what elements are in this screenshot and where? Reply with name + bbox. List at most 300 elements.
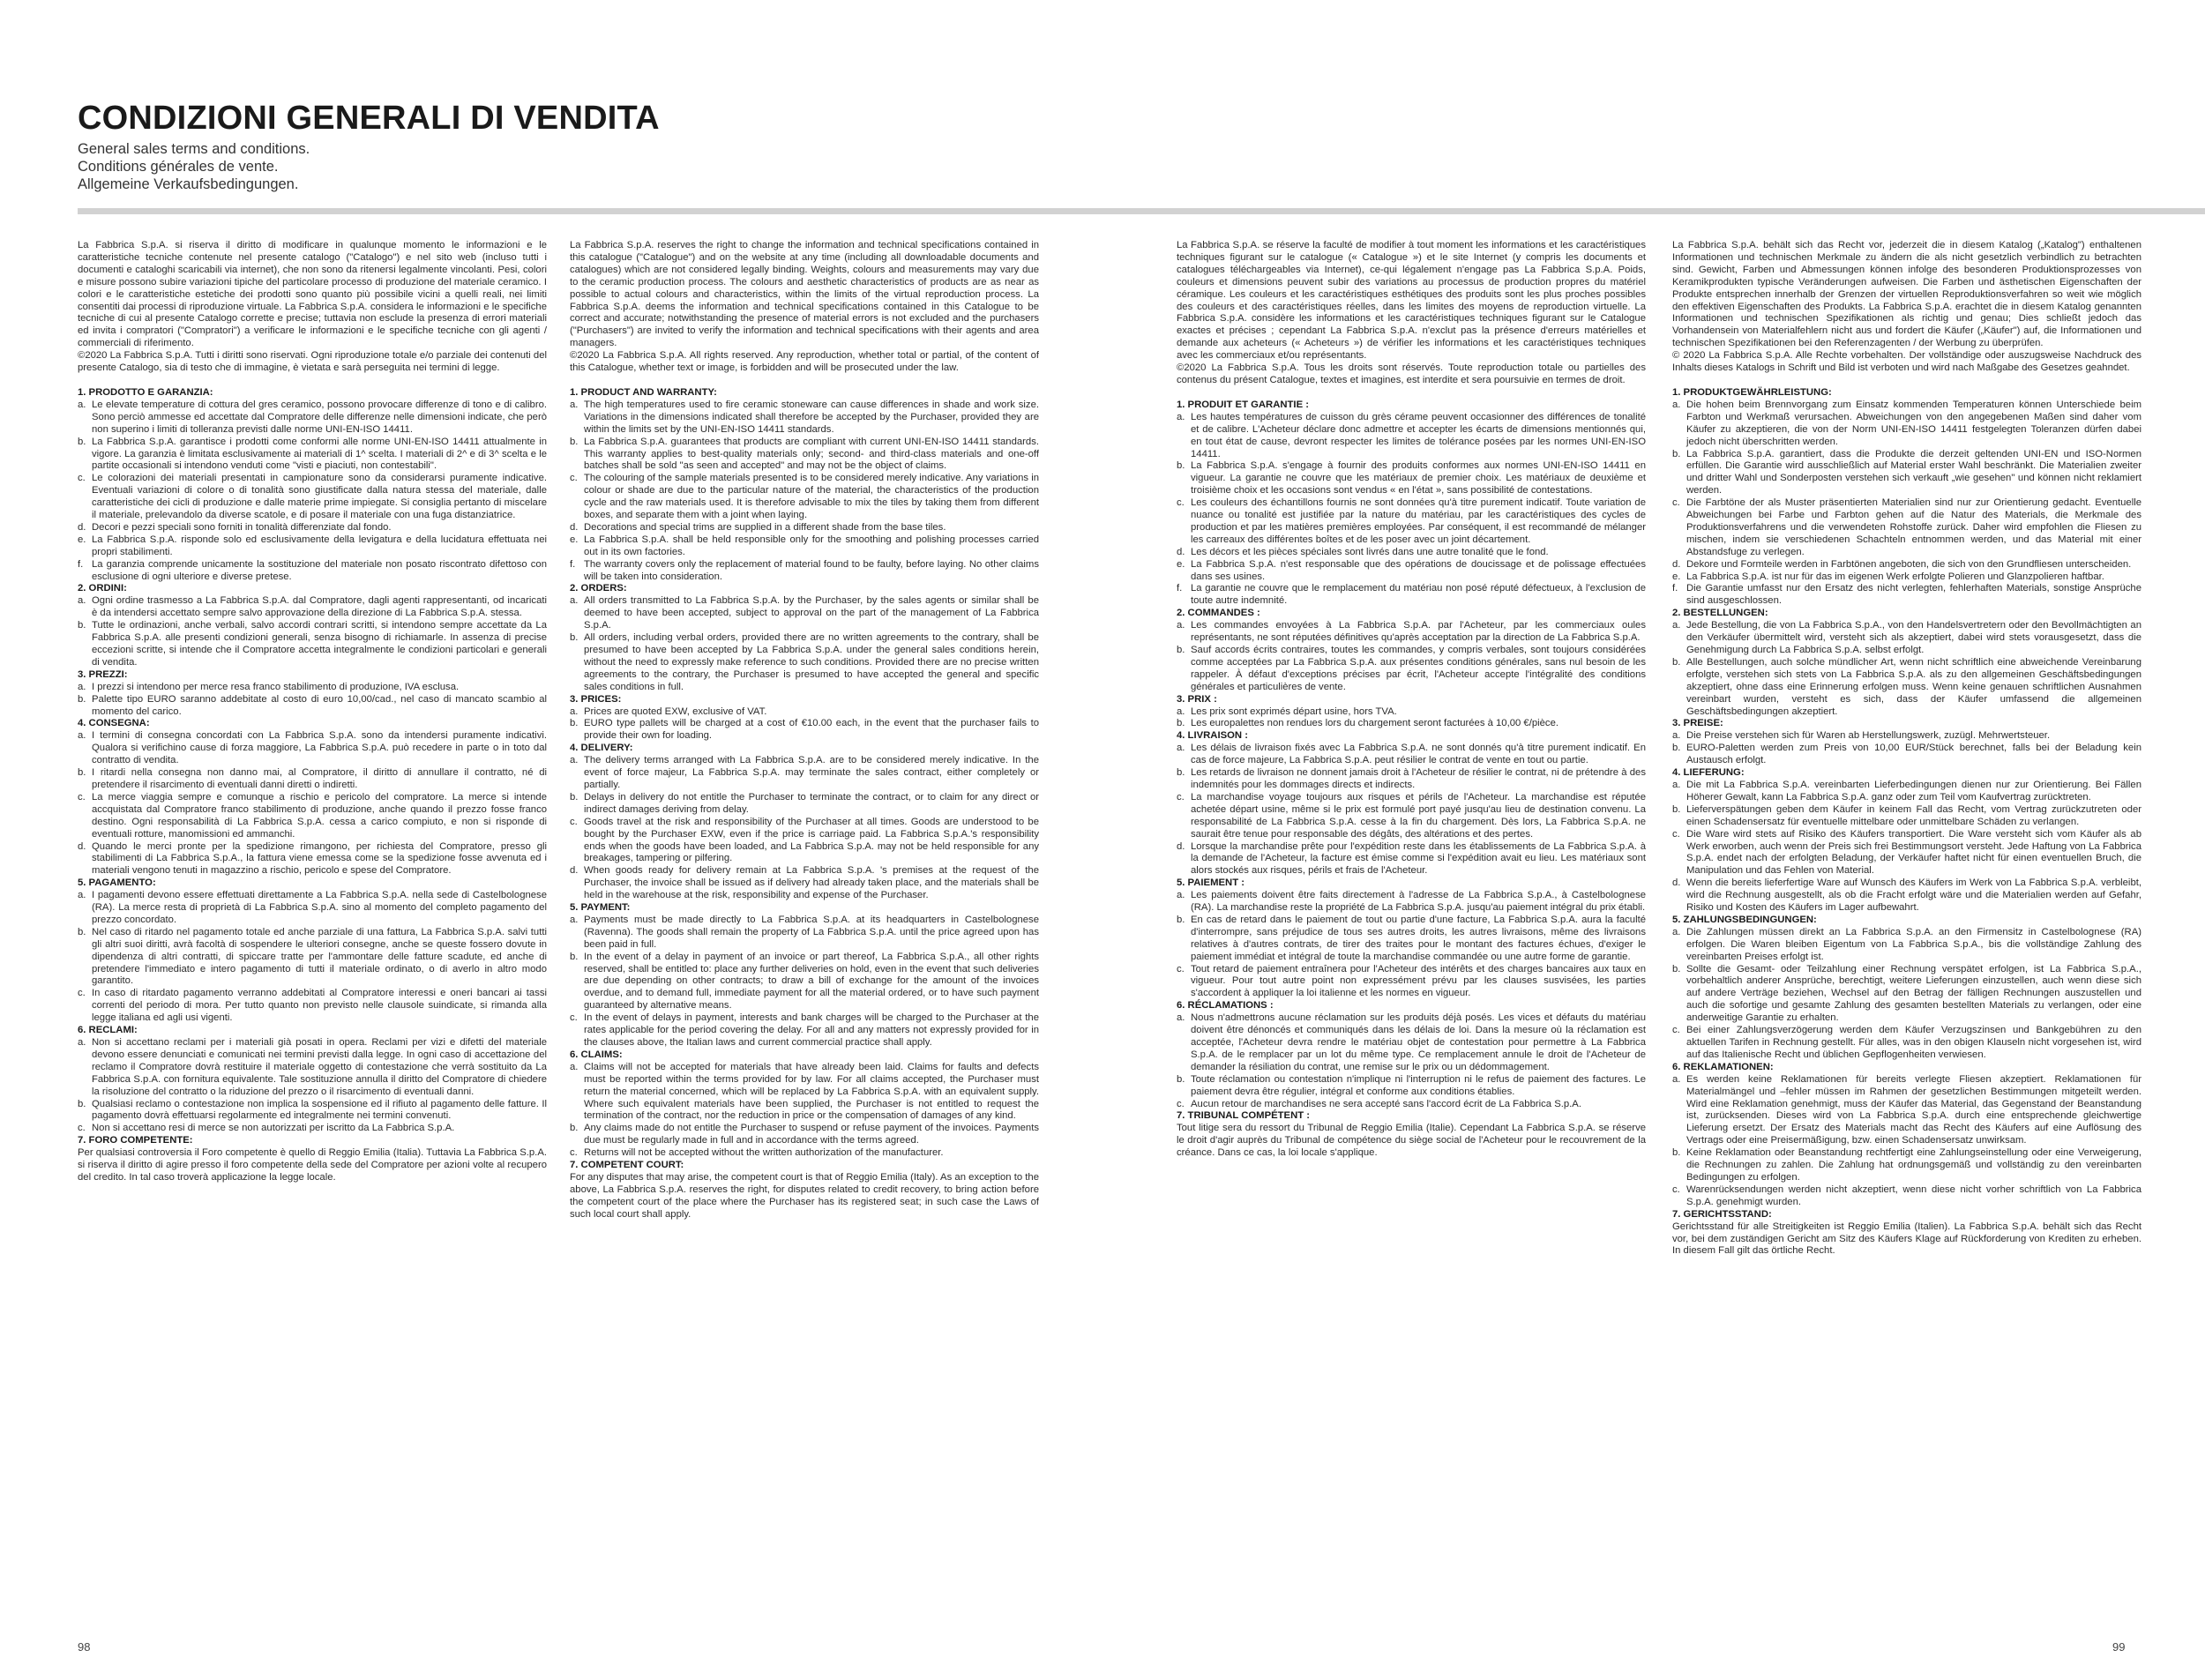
clause-item [1177,718,1646,730]
clause-text: La Fabbrica S.p.A. ist nur für das im eigenen Werk erfolgte Polieren und Glanzpolieren haftbar. [1686,571,2104,582]
clause-marker: b. [570,436,579,447]
clause-text: Wenn die bereits lieferfertige Ware auf Wunsch des Käufers im Werk von La Fabbrica S.p.A. verbleibt, wird die Rechnung ausgestellt, als ob die Fracht erfolgt wäre und die Materialien werden auf Gefahr, Risiko und Kosten des Käufers im Lager aufbewahrt. [1686,877,2141,914]
clause-text: Les hautes températures de cuisson du grès cérame peuvent occasionner des différences de tonalité et de calibre. L'Acheteur déclare donc admettre et accepter les écarts de dimensions mentionnés qui, en tout état de cause, devront respecter les limites de tolérance posées par les normes UNI-EN-ISO 14411. [1191,411,1646,459]
clause-marker: a. [570,706,579,717]
clause-text: La Fabbrica S.p.A. n'est responsable que des opérations de doucissage et de polissage effectuées dans ses usines. [1191,558,1646,582]
section-heading: 5. PAGAMENTO: [78,877,156,889]
clause-marker: a. [78,1037,86,1048]
clause-text: Le colorazioni dei materiali presentati in campionature sono da considerarsi puramente indicative. Eventuali variazioni di colore o di tonalità sono giustificate dalla natura stessa del materiale, dalle caratteristiche dei cicli di produzione e dalle materie prime impiegate. Si consiglia pertanto di miscelare il materiale, prelevandolo da diverse scatole, e di posare il materiale con una fuga distanziatrice. [92,473,547,521]
clause-text: I ritardi nella consegna non danno mai, al Compratore, il diritto di annullare il contratto, né di pretendere il risarcimento di eventuali danni diretti o indiretti. [92,767,547,790]
clause-text: Lorsque la marchandise prête pour l'expédition reste dans les établissements de La Fabbrica S.p.A. à la demande de l'Acheteur, la facture est émise comme si l'expédition avait eu lieu. Les matériaux sont alors stockés aux risques, périls et frais de l'Acheteur. [1191,840,1646,877]
clause-item [1672,657,2141,719]
clause-item [1177,767,1646,792]
clause-text: Die Ware wird stets auf Risiko des Käufers transportiert. Die Ware versteht sich vom Käufer als ab Werk erworben, auch wenn der Preis sich frei Bestimmungsort versteht. Jede Haftung von La Fabbrica S.p.A. endet nach der erfolgten Beladung, der Verkäufer haftet nicht für einen eventuellen Bruch, die Manipulation und das Fehlen von Material. [1686,828,2141,877]
clause-text: In caso di ritardato pagamento verranno addebitati al Compratore interessi e oneri bancari ai tassi correnti del periodo di mora. Per tutto quanto non previsto nelle clausole suindicate, si rimanda alla legge italiana ed agli usi vigenti. [92,988,547,1024]
terms-section [570,1160,1039,1221]
clause-text: Decori e pezzi speciali sono forniti in tonalità differenziate dal fondo. [92,521,392,533]
clause-item [1672,583,2141,608]
column-german [1672,240,2141,1624]
clause-text: Sauf accords écrits contraires, toutes les commandes, y compris verbales, sont toujours considérées comme acceptées par La Fabbrica S.p.A. aux présentes conditions générales, sans nul besoin de les rappeler. À défaut d'exceptions précises par écrit, l'Acheteur accepte l'intégralité des conditions générales et particulières de vente. [1191,645,1646,692]
section-heading: 4. DELIVERY: [570,743,633,754]
clause-marker: a. [1672,926,1681,937]
section-heading: 6. RÉCLAMATIONS : [1177,1000,1274,1012]
clause-marker: a. [1177,706,1185,717]
clause-item [1177,1074,1646,1099]
column-italian [78,240,547,1624]
clause-item [78,890,547,927]
clause-marker: c. [570,473,578,484]
clause-marker: e. [1672,571,1681,582]
clause-text: I pagamenti devono essere effettuati direttamente a La Fabbrica S.p.A. nella sede di Castelbolognese (RA). La merce resta di proprietà di La Fabbrica S.p.A. sino al momento del completo pagamento del prezzo concordato. [92,890,547,925]
terms-section [1672,915,2141,1062]
section-heading: 3. PREISE: [1672,718,1723,729]
clause-marker: e. [1177,558,1185,570]
clause-text: En cas de retard dans le paiement de tout ou partie d'une facture, La Fabbrica S.p.A. aura la faculté d'interrompre, sans préjudice de tous ses autres droits, les autres livraisons, même des livraisons relatives à d'autres contrats, de tirer des traites pour le montant des factures échues, d'exiger le paiement immédiat et intégral de toute la marchandise commandée ou une autre forme de garantie. [1191,914,1646,962]
spacer [78,375,547,387]
clause-marker: b. [1177,1073,1185,1085]
clause-text: La garanzia comprende unicamente la sostituzione del materiale non posato riscontrato difettoso con esclusione di ogni ulteriore e diverse pretese. [92,558,547,582]
clause-marker: b. [1177,645,1185,655]
clause-item [570,1123,1039,1147]
clause-text: Decorations and special trims are supplied in a different shade from the base tiles. [584,521,946,533]
clause-item [78,792,547,841]
page-number-left: 98 [78,1640,91,1654]
intro-paragraph: La Fabbrica S.p.A. reserves the right to change the information and technical specifications contained in this catalogue ("Catalogue") and on the website at any time (including all downloadable documents and catalogues) which are not considered legally binding. Weights, colours and measurements may vary due to the ceramic production process. The colours and aesthetic characteristics of products are as near as possible to actual colours and characteristics, within the limits of the virtual reproduction process. La Fabbrica S.p.A. deems the information and technical specifications contained in this Catalogue to be correct and accurate; notwithstanding the presence of material errors is not excluded and the purchasers ("Purchasers") are invited to verify the information and technical specifications with their agents and area managers. [570,240,1039,349]
clause-text: I prezzi si intendono per merce resa franco stabilimento di produzione, IVA esclusa. [92,681,460,692]
clause-text: Le elevate temperature di cottura del gres ceramico, possono provocare differenze di tono e di calibro. Sono perciò ammesse ed accettate dal Compratore delle differenze nelle dimensioni indicate, che però non superino i limiti di tolleranza previsti dalle norme UNI-EN-ISO 14411. [92,399,547,435]
clause-item [78,473,547,522]
clause-text: Les retards de livraison ne donnent jamais droit à l'Acheteur de résilier le contrat, ni de prétendre à des indemnités pour les dommages directs et indirects. [1191,767,1646,790]
clause-text: Goods travel at the risk and responsibility of the Purchaser at all times. Goods are understood to be bought by the Purchaser EXW, even if the price is carriage paid. La Fabbrica S.p.A.'s responsibility ends when the goods have been loaded, and La Fabbrica S.p.A. may not be held responsible for any breakages, tampering or pilfering. [584,816,1039,864]
clause-text: Les décors et les pièces spéciales sont livrés dans une autre tonalité que le fond. [1191,546,1549,557]
terms-section [1177,1110,1646,1160]
left-page [0,0,1102,1680]
clause-marker: d. [78,521,86,533]
clause-text: La Fabbrica S.p.A. garantiert, dass die Produkte die derzeit geltenden UNI-EN und ISO-Normen erfüllen. Die Garantie wird ausschließlich auf Material erster Wahl beschränkt. Die Materialien zweiter und dritter Wahl und Sonderposten verstehen sich verkauft „wie gesehen" und können nicht reklamiert werden. [1686,448,2141,497]
clause-item [570,952,1039,1013]
clause-item [570,1147,1039,1160]
section-heading: 7. FORO COMPETENTE: [78,1135,193,1146]
clause-item [1177,547,1646,559]
clause-item [1672,620,2141,657]
terms-section [1672,608,2141,718]
clause-item [78,522,547,534]
clause-item [570,473,1039,522]
section-text: Tout litige sera du ressort du Tribunal de Reggio Emilia (Italie). Cependant La Fabbrica S.p.A. se réserve le droit d'agir auprès du Tribunal de compétence du siège social de l'Acheteur pour le recouvrement de la créance. Dans ce cas, la loi locale s'applique. [1177,1123,1646,1159]
clause-marker: a. [78,730,86,742]
clause-marker: b. [78,693,86,705]
clause-marker: f. [1177,583,1183,594]
clause-item [1177,645,1646,694]
column-french [1177,240,1646,1624]
clause-item [1672,927,2141,964]
clause-text: Alle Bestellungen, auch solche mündlicher Art, wenn nicht schriftlich eine abweichende Vereinbarung erfolgte, verstehen sich stets von La Fabbrica S.p.A. als zu den allgemeinen Geschäftsbedingungen akzeptiert, ohne dass eine Erinnerung erfolgen muss. Wenn keine genauen schriftlichen Ausnahmen vereinbart wurden, versteht es sich, dass der Käufer umfassend die allgemeinen Geschäftsbedingungen akzeptiert. [1686,656,2141,717]
clause-text: Toute réclamation ou contestation n'implique ni l'interruption ni le refus de paiement des factures. Le paiement devra être régulier, intégral et conforme aux conditions établies. [1191,1073,1646,1097]
clause-item [1177,1012,1646,1074]
subtitle-fr: Conditions générales de vente. [78,159,279,175]
clause-item [570,559,1039,584]
section-heading: 2. COMMANDES : [1177,608,1260,619]
subtitle-de: Allgemeine Verkaufsbedingungen. [78,176,299,192]
clause-item [570,399,1039,437]
clause-text: Nel caso di ritardo nel pagamento totale ed anche parziale di una fattura, La Fabbrica S.p.A. salvi tutti gli altri suoi diritti, avrà facoltà di sospendere le ulteriori consegne, anche se queste fossero dovute in dipendenza di altri contratti, di spiccare tratte per l'ammontare delle fatture scadute, ed anche di pretendere l'immediato e intero pagamento di tutti il materiale ordinato, o di averlo in altro modo garantito. [92,926,547,987]
clause-text: All orders, including verbal orders, provided there are no written agreements to the contrary, shall be presumed to have been accepted by La Fabbrica S.p.A. under the general sales conditions herein, without the need to expressly make reference to such conditions. Provided there are no precise written agreements to the contrary, the Purchaser is presumed to have accepted the general and specific sales conditions in full. [584,632,1039,692]
clause-marker: c. [78,988,86,999]
clause-item [1177,915,1646,964]
clause-marker: b. [1672,803,1681,815]
page-number-right: 99 [2112,1640,2126,1654]
clause-text: Non si accettano reclami per i materiali già posati in opera. Reclami per vizi e difetti del materiale devono essere denunciati e comunicati nei termini previsti dalla legge. In ogni caso di accettazione del reclamo il Compratore dovrà restituire il materiale oggetto di contestazione che verrà sostituito da La Fabbrica S.p.A. con fornitura equivalente. Tale sostituzione annulla il diritto del Compratore di chiedere la risoluzione del contratto o la riduzione del prezzo o il risarcimento di eventuali danni. [92,1037,547,1097]
clause-marker: f. [1672,583,1678,594]
terms-section [78,877,547,1025]
intro-paragraph: © 2020 La Fabbrica S.p.A. Alle Rechte vorbehalten. Der vollständige oder auszugsweise Nachdruck des Inhalts dieses Katalogs in Schrift und Bild ist verboten und wird nach Maßgabe des Gesetzes geahndet. [1672,350,2141,374]
clause-item [1672,497,2141,559]
clause-marker: f. [78,558,84,570]
clause-text: Jede Bestellung, die von La Fabbrica S.p.A., von den Handelsvertretern oder den Bevollmächtigten an den Verkäufer übermittelt wird, versteht sich als akzeptiert, dabei wird stets vorausgesetzt, dass die Genehmigung durch La Fabbrica S.p.A. selbst erfolgt. [1686,620,2141,655]
section-heading: 3. PRICES: [570,693,622,705]
clause-marker: c. [78,791,86,803]
clause-item [1672,743,2141,767]
clause-item [1672,1184,2141,1209]
clause-marker: d. [1177,840,1185,852]
section-heading: 6. RECLAMI: [78,1025,138,1036]
intro-paragraph: ©2020 La Fabbrica S.p.A. Tous les droits sont réservés. Toute reproduction totale ou partielles des contenus du présent Catalogue, textes et imagines, est interdite et sera poursuivie en termes de droit. [1177,362,1646,385]
section-heading: 2. ORDINI: [78,583,127,594]
clause-item [78,1099,547,1124]
clause-item [1177,559,1646,584]
section-text: For any disputes that may arise, the competent court is that of Reggio Emilia (Italy). As an exception to the above, La Fabbrica S.p.A. reserves the right, for disputes related to credit recovery, to bring action before the competent court of the place where the Purchaser has its registered seat; in such case the Laws of such local court shall apply. [570,1171,1039,1220]
terms-section [1177,608,1646,693]
section-heading: 1. PRODUCT AND WARRANTY: [570,386,717,398]
terms-section [570,694,1039,743]
clause-text: Sollte die Gesamt- oder Teilzahlung einer Rechnung verspätet erfolgen, ist La Fabbrica S.p.A., vorbehaltlich anderer Ansprüche, berechtigt, weitere Lieferungen einzustellen, auch wenn diese sich auf andere Verträge beziehen, Wechsel auf den Betrag der fälligen Rechnungen auszustellen und auch die sofortige und gesamte Zahlung des gesamten bestellten Materials zu verlangen, oder eine anderweitige Garantie zu erhalten. [1686,963,2141,1024]
clause-text: Returns will not be accepted without the written authorization of the manufacturer. [584,1147,944,1159]
intro-paragraph: La Fabbrica S.p.A. si riserva il diritto di modificare in qualunque momento le informazioni e le caratteristiche tecniche contenute nel presente catalogo ("Catalogo") e nel sito web (incluso tutti i documenti e cataloghi scaricabili via internet), che non sono da ritenersi legalmente vincolanti. Pesi, colori e misure possono subire variazioni tipiche del particolare processo di produzione del materiale ceramico. I colori e le caratteristiche estetiche dei prodotti sono quanto più possibile vicini a quelli reali, nei limiti consentiti dai processi di riproduzione virtuale. La Fabbrica S.p.A. considera le informazioni e le specifiche tecniche di cui al presente Catalogo corrette e precise; tuttavia non esclude la presenza di errori materiali ed invita i compratori ("Compratori") a verificare le informazioni e le specifiche tecniche con gli agenti / commerciali di riferimento. [78,240,547,349]
clause-marker: b. [570,951,579,962]
terms-section [1672,718,2141,767]
section-heading: 7. COMPETENT COURT: [570,1160,684,1171]
clause-item [1672,1074,2141,1147]
clause-text: Any claims made do not entitle the Purchaser to suspend or refuse payment of the invoices. Payments due must be regularly made in full and in accordance with the terms agreed. [584,1123,1039,1146]
clause-text: Les europalettes non rendues lors du chargement seront facturées à 10,00 €/pièce. [1191,718,1558,729]
clause-text: When goods ready for delivery remain at La Fabbrica S.p.A. 's premises at the request of the Purchaser, the invoice shall be issued as if delivery had already taken place, and the materials shall be held in the warehouse at the risk, responsibility and expense of the Purchaser. [584,865,1039,901]
clause-item [1177,497,1646,547]
clause-item [1672,571,2141,584]
clause-marker: b. [1177,460,1185,472]
section-heading: 5. ZAHLUNGSBEDINGUNGEN: [1672,914,1817,925]
clause-text: Die Preise verstehen sich für Waren ab Herstellungswerk, zuzügl. Mehrwertsteuer. [1686,730,2051,742]
clause-item [78,1123,547,1135]
clause-text: Quando le merci pronte per la spedizione rimangono, per richiesta del Compratore, presso gli stabilimenti di La Fabbrica S.p.A., la fattura viene emessa come se la spedizione fosse avvenuta ed i materiali vengono tenuti in magazzino a rischio, pericolo e spese del Compratore. [92,840,547,877]
clause-item [78,1037,547,1099]
clause-marker: d. [570,521,579,533]
clause-text: Keine Reklamation oder Beanstandung rechtfertigt eine Zahlungseinstellung oder eine Verweigerung, die Rechnungen zu zahlen. Die Zahlung hat ordnungsgemäß und vollständig zu den vereinbarten Bedingungen zu erfolgen. [1686,1147,2141,1183]
intro-block [1672,240,2141,375]
terms-section [570,1049,1039,1160]
clause-text: I termini di consegna concordati con La Fabbrica S.p.A. sono da intendersi puramente indicativi. Qualora si verifichino cause di forza maggiore, La Fabbrica S.p.A. può recedere in parte o in toto dal contratto di vendita. [92,730,547,766]
clause-marker: a. [1177,743,1185,754]
clause-item [1672,1147,2141,1184]
clause-item [1672,730,2141,743]
clause-text: In the event of a delay in payment of an invoice or part thereof, La Fabbrica S.p.A., all other rights reserved, shall be entitled to: place any further deliveries on hold, even in the event that such deliveries are due depending on other contracts; to draw a bill of exchange for the amount of the invoices overdue, and to demand full, immediate payment for all the material ordered, or to have such payment guaranteed by alternative means. [584,951,1039,1012]
clause-item [78,730,547,767]
clause-marker: b. [78,436,86,447]
clause-marker: b. [1177,718,1185,729]
clause-item [1177,706,1646,719]
clause-item [1177,460,1646,497]
clause-marker: a. [78,595,86,607]
clause-marker: a. [1672,399,1681,410]
clause-text: La garantie ne couvre que le remplacement du matériau non posé réputé défectueux, à l'exclusion de toute autre indemnité. [1191,583,1646,607]
section-heading: 4. CONSEGNA: [78,718,150,729]
clause-marker: a. [570,1061,579,1072]
clause-marker: e. [570,534,579,545]
section-heading: 1. PRODOTTO E GARANZIA: [78,386,213,398]
clause-marker: a. [78,399,86,410]
clause-text: Die mit La Fabbrica S.p.A. vereinbarten Lieferbedingungen dienen nur zur Orientierung. Bei Fällen Höherer Gewalt, kann La Fabbrica S.p.A. ganz oder zum Teil vom Kaufvertrag zurücktreten. [1686,779,2141,803]
terms-section [78,1025,547,1135]
clause-marker: a. [570,399,579,410]
clause-item [1672,804,2141,829]
clause-marker: c. [570,1147,578,1159]
clause-item [1672,964,2141,1026]
clause-text: The high temperatures used to fire ceramic stoneware can cause differences in shade and work size. Variations in the dimensions indicated shall therefore be accepted by the Purchaser, provided they are within the limits set by the UNI-EN-ISO 14411 standards. [584,399,1039,435]
clause-marker: a. [1672,1073,1681,1085]
clause-marker: a. [570,595,579,607]
clause-marker: b. [78,926,86,937]
page-title: CONDIZIONI GENERALI DI VENDITA [78,100,660,137]
terms-section [570,743,1039,902]
clause-marker: c. [1177,963,1185,974]
clause-item [570,755,1039,792]
clause-item [570,595,1039,632]
terms-section [78,387,547,584]
clause-item [1672,780,2141,804]
intro-paragraph: La Fabbrica S.p.A. behält sich das Recht vor, jederzeit die in diesem Katalog („Katalog") enthaltenen Informationen und technischen Merkmale zu ändern die als nicht gesetzlich verbindlich zu betrachten sind. Gewicht, Farben und Abmessungen können infolge des besonderen Produktionsprozesses von Keramikprodukten typische Veränderungen aufweisen. Die Farben und ästhetischen Eigenschaften der Produkte entsprechen innerhalb der Grenzen der virtuellen Reproduktionsverfahren so weit wie möglich den effektiven Eigenschaften des Produkts. La Fabbrica S.p.A. erachtet die in diesem Katalog genannten Informationen und technischen Spezifikationen als richtig und genau; Dies schließt jedoch das Vorhandensein von Materialfehlern nicht aus und fordert die Käufer („Käufer") auf, die Informationen und technischen Spezifikationen bei den Referenzagenten / der Werbung zu überprüfen. [1672,240,2141,349]
section-heading: 7. TRIBUNAL COMPÉTENT : [1177,1110,1311,1122]
terms-section [570,583,1039,693]
clause-marker: c. [1672,497,1680,509]
clause-marker: b. [1672,1147,1681,1159]
clause-text: La Fabbrica S.p.A. garantisce i prodotti come conformi alle norme UNI-EN-ISO 14411 attualmente in vigore. La garanzia è limitata esclusivamente ai materiali di 1^ scelta. I materiali di 2^ e di 3^ scelta e le partite occasionali si intendono venduti come "visti e piaciuti, non contestabili". [92,436,547,472]
clause-marker: b. [570,1123,579,1134]
clause-text: Prices are quoted EXW, exclusive of VAT. [584,706,767,717]
clause-marker: a. [570,914,579,925]
clause-item [1177,792,1646,841]
clause-item [1177,1099,1646,1111]
clause-item [570,1062,1039,1124]
clause-text: Dekore und Formteile werden in Farbtönen angeboten, die sich von den Grundfliesen unterscheiden. [1686,558,2132,570]
clause-item [78,399,547,437]
terms-section [1177,877,1646,1000]
clause-marker: c. [1672,828,1680,840]
clause-text: EURO type pallets will be charged at a cost of €10.00 each, in the event that the purchaser fails to provide their own for loading. [584,718,1039,742]
clause-marker: b. [1177,767,1185,779]
clause-item [570,534,1039,559]
clause-text: Die Garantie umfasst nur den Ersatz des nicht verlegten, fehlerhaften Materials, sonstige Ansprüche sind ausgeschlossen. [1686,583,2141,607]
section-heading: 5. PAIEMENT : [1177,877,1245,889]
clause-text: Payments must be made directly to La Fabbrica S.p.A. at its headquarters in Castelbolognese (Ravenna). The goods shall remain the property of La Fabbrica S.p.A. until the price agreed upon has been paid in full. [584,914,1039,950]
clause-text: Les paiements doivent être faits directement à l'adresse de La Fabbrica S.p.A., à Castelbolognese (RA). La marchandise reste la propriété de La Fabbrica S.p.A. jusqu'au paiement intégral du prix établi. [1191,890,1646,914]
terms-section [1177,399,1646,608]
clause-item [570,1012,1039,1049]
clause-marker: a. [1177,411,1185,422]
clause-marker: b. [570,632,579,644]
section-heading: 2. ORDERS: [570,583,627,594]
clause-marker: b. [1672,963,1681,974]
intro-block [570,240,1039,375]
clause-text: Tutte le ordinazioni, anche verbali, salvo accordi contrari scritti, si intendono sempre accettate da La Fabbrica S.p.A. alle presenti condizioni generali, senza bisogno di richiamarle. In assenza di precise eccezioni scritte, si intende che il Compratore accetta integralmente le condizioni particolari e generali di vendita. [92,620,547,668]
clause-item [570,632,1039,694]
clause-text: La Fabbrica S.p.A. shall be held responsible only for the smoothing and polishing processes carried out in its own factories. [584,534,1039,557]
clause-item [1672,559,2141,571]
intro-paragraph: La Fabbrica S.p.A. se réserve la faculté de modifier à tout moment les informations et les caractéristiques techniques figurant sur le catalogue (« Catalogue ») et le site Internet (y compris les documents et catalogues téléchargeables via Internet), ce-qui légalement n'engage pas La Fabbrica S.p.A. Poids, couleurs et dimensions peuvent subir des variations au processus de production propres du matériel céramique. Les couleurs et les caractéristiques esthétiques des produits sont les plus proches possibles des couleurs et des caractéristiques réelles, dans les limites des moyens de reproduction virtuelle. La Fabbrica S.p.A. considère les informations et les caractéristiques techniques figurant sur le Catalogue exactes et précises ; cependant La Fabbrica S.p.A. n'exclut pas la présence d'erreurs matérielles et demande aux acheteurs (« Acheteurs ») de vérifier les informations et les caractéristiques techniques avec les commerciaux et/ou représentants. [1177,240,1646,362]
clause-text: Les prix sont exprimés départ usine, hors TVA. [1191,706,1397,717]
clause-marker: c. [78,1123,86,1134]
intro-paragraph: ©2020 La Fabbrica S.p.A. Tutti i diritti sono riservati. Ogni riproduzione totale e/o parziale dei contenuti del presente Catalogo, sia di testo che di immagine, è vietata e sarà perseguita nei termini di legge. [78,350,547,374]
terms-section [78,669,547,719]
clause-item [1177,620,1646,645]
clause-item [1672,449,2141,498]
clause-marker: b. [1672,656,1681,668]
clause-marker: c. [78,473,86,484]
column-english [570,240,1039,1624]
clause-item [1177,964,1646,1001]
clause-marker: d. [1672,877,1681,889]
intro-paragraph: ©2020 La Fabbrica S.p.A. All rights reserved. Any reproduction, whether total or partial, of the content of this Catalogue, whether text or image, is forbidden and will be prosecuted under the law. [570,350,1039,374]
clause-text: Warenrücksendungen werden nicht akzeptiert, wenn diese nicht vorher schriftlich von La Fabbrica S.p.A. genehmigt wurden. [1686,1183,2141,1207]
clause-marker: c. [570,1012,578,1024]
spacer [570,375,1039,387]
clause-item [1672,1025,2141,1062]
clause-item [1177,743,1646,767]
spacer [1672,375,2141,387]
clause-marker: b. [570,791,579,803]
clause-marker: c. [1672,1025,1680,1036]
subtitle-en: General sales terms and conditions. [78,141,310,157]
terms-section [78,718,547,877]
clause-text: La Fabbrica S.p.A. guarantees that products are compliant with current UNI-EN-ISO 14411 standards. This warranty applies to best-quality materials only; second- and third-class materials and one-off batches shall be sold "as seen and accepted" and may not be the object of claims. [584,436,1039,472]
section-heading: 6. REKLAMATIONEN: [1672,1061,1774,1072]
clause-text: Aucun retour de marchandises ne sera accepté sans l'accord écrit de La Fabbrica S.p.A. [1191,1098,1581,1109]
clause-item [78,620,547,669]
clause-text: The warranty covers only the replacement of material found to be faulty, before laying. No other claims will be taken into consideration. [584,558,1039,582]
clause-item [570,817,1039,866]
clause-marker: a. [78,681,86,692]
clause-item [1672,877,2141,915]
clause-item [570,915,1039,952]
clause-marker: e. [78,534,86,545]
clause-marker: c. [1177,497,1185,509]
clause-text: The colouring of the sample materials presented is to be considered merely indicative. Any variations in colour or shade are due to the particular nature of the material, the characteristics of the production cycle and the raw materials used. It is therefore advisable to mix the tiles by taking them from different boxes, and separate them with a joint when laying. [584,473,1039,521]
clause-marker: c. [1672,1183,1680,1195]
section-text: Gerichtsstand für alle Streitigkeiten ist Reggio Emilia (Italien). La Fabbrica S.p.A. behält sich das Recht vor, bei dem zuständigen Gericht am Sitz des Käufers Klage auf Rückforderung von Krediten zu erheben. In diesem Fall gilt das örtliche Recht. [1672,1221,2141,1257]
clause-item [1177,890,1646,915]
clause-marker: b. [78,767,86,779]
clause-marker: a. [1177,620,1185,631]
terms-section [78,583,547,668]
clause-item [1672,399,2141,449]
terms-section [1672,1062,2141,1209]
terms-section [1177,1000,1646,1110]
section-heading: 5. PAYMENT: [570,902,631,914]
clause-item [1177,841,1646,878]
right-page [1102,0,2205,1680]
clause-item [78,534,547,559]
clause-text: Es werden keine Reklamationen für bereits verlegte Fliesen akzeptiert. Reklamationen für Materialmängel und –fehler müssen im Rahmen der gesetzlichen Bestimmungen mitgeteilt werden. Wird eine Reklamation genehmigt, muss der Käufer das Material, das Gegenstand der Beanstandung ist, zurücksenden. Dieses wird von La Fabbrica S.p.A. durch eine entsprechende gleichwertige Lieferung ersetzt. Der Ersatz des Materials macht das Recht des Käufers auf eine Auflösung des Vertrags oder eine Preisermäßigung, bzw. einen Schadensersatz unwirksam. [1686,1073,2141,1146]
clause-item [78,841,547,878]
subtitle-block [78,140,783,193]
clause-marker: b. [78,620,86,631]
section-text: Per qualsiasi controversia il Foro competente è quello di Reggio Emilia (Italia). Tuttavia La Fabbrica S.p.A. si riserva il diritto di agire presso il foro competente della sede del Compratore per azioni volte al recupero del credito. In tal caso troverà applicazione la legge locale. [78,1147,547,1183]
clause-item [78,437,547,474]
clause-item [1672,829,2141,878]
clause-item [78,682,547,694]
clause-text: La Fabbrica S.p.A. risponde solo ed esclusivamente della levigatura e della lucidatura effettuata nei propri stabilimenti. [92,534,547,557]
clause-text: Les commandes envoyées à La Fabbrica S.p.A. par l'Acheteur, par les commerciaux oules représentants, ne sont réputées définitives qu'après acceptation par la direction de La Fabbrica S.p.A. [1191,620,1646,644]
clause-item [78,694,547,719]
clause-item [78,988,547,1025]
intro-block [78,240,547,375]
clause-item [570,522,1039,534]
terms-section [1672,387,2141,608]
clause-item [570,437,1039,474]
clause-text: Delays in delivery do not entitle the Purchaser to terminate the contract, or to claim for any direct or indirect damages deriving from delay. [584,791,1039,815]
clause-marker: a. [1672,620,1681,631]
clause-text: Palette tipo EURO saranno addebitate al costo di euro 10,00/cad., nel caso di mancato scambio al momento del carico. [92,693,547,717]
clause-text: In the event of delays in payment, interests and bank charges will be charged to the Purchaser at the rates applicable for the period covering the delay. For all and any matters not expressly provided for in the clauses above, the Italian laws and current commercial practice shall apply. [584,1012,1039,1048]
clause-marker: f. [570,558,576,570]
clause-marker: b. [1177,914,1185,925]
clause-item [570,718,1039,743]
intro-block [1177,240,1646,387]
clause-text: Nous n'admettrons aucune réclamation sur les produits déjà posés. Les vices et défauts du matériau doivent être dénoncés et communiqués dans les délais de loi. Dans la mesure où la réclamation est acceptée, l'Acheteur devra rendre le matériau objet de contestation pour permettre à La Fabbrica S.p.A. de le remplacer par un lot du même type. Ce remplacement annule le droit de l'Acheteur de demander la résiliation du contrat, une remise sur le prix ou un dédommagement. [1191,1012,1646,1072]
clause-text: Ogni ordine trasmesso a La Fabbrica S.p.A. dal Compratore, dagli agenti rappresentanti, od incaricati è da intendersi accettato sempre salvo approvazione della direzione di La Fabbrica S.p.A. stessa. [92,595,547,619]
clause-text: Die hohen beim Brennvorgang zum Einsatz kommenden Temperaturen können Unterschiede beim Farbton und Werkmaß verursachen. Abweichungen von den angegebenen Maßen sind daher vom Käufer zu akzeptieren, die von der Norm UNI-EN-ISO 14411 festgelegten Toleranzen dürfen dabei jedoch nicht überschritten werden. [1686,399,2141,447]
clause-marker: d. [78,840,86,852]
clause-text: Les couleurs des échantillons fournis ne sont données qu'à titre purement indicatif. Toute variation de nuance ou tonalité est justifiée par la nature du matériau, par les caractéristiques des cycles de production et par les matières premières employées. Par conséquent, il est recommandé de mélanger les carreaux des différentes boîtes et de les poser avec un joint décartement. [1191,497,1646,545]
clause-marker: c. [570,816,578,827]
clause-marker: a. [1672,779,1681,790]
clause-marker: d. [1177,546,1185,557]
section-heading: 1. PRODUIT ET GARANTIE : [1177,399,1310,410]
clause-text: Bei einer Zahlungsverzögerung werden dem Käufer Verzugszinsen und Bankgebühren zu den aktuellen Tarifen in Rechnung gestellt. Für alles, was in den obigen Klauseln nicht vorgesehen ist, wird auf das Italienische Recht und üblichen Gepflogenheiten verwiesen. [1686,1025,2141,1060]
clause-item [1177,583,1646,608]
clause-text: La Fabbrica S.p.A. s'engage à fournir des produits conformes aux normes UNI-EN-ISO 14411 en vigueur. La garantie ne couvre que les matériaux de premier choix. Les matériaux de deuxième et troisième choix et les occasions sont vendus « en l'état », sans possibilité de contestations. [1191,460,1646,497]
clause-text: La marchandise voyage toujours aux risques et périls de l'Acheteur. La marchandise est réputée achetée départ usine, même si le prix est formulé port payé jusqu'au lieu de destination convenu. La responsabilité de La Fabbrica S.p.A. cesse à la fin du chargement. Dès lors, La Fabbrica S.p.A. ne saurait être tenue pour responsable des dégâts, des altérations et des pertes. [1191,791,1646,840]
terms-section [78,1135,547,1184]
clause-marker: a. [78,890,86,901]
terms-section [1672,1209,2141,1258]
clause-text: Lieferverspätungen geben dem Käufer in keinem Fall das Recht, vom Vertrag zurückzutreten oder einen Schadensersatz für eventuelle mittelbare oder unmittelbare Schäden zu verlangen. [1686,803,2141,827]
clause-marker: d. [1672,558,1681,570]
clause-item [78,767,547,792]
section-heading: 4. LIEFERUNG: [1672,767,1745,779]
clause-marker: a. [570,755,579,766]
clause-text: The delivery terms arranged with La Fabbrica S.p.A. are to be considered merely indicative. In the event of force majeur, La Fabbrica S.p.A. may terminate the sales contract, either completely or partially. [584,755,1039,790]
section-heading: 4. LIVRAISON : [1177,730,1248,742]
terms-section [570,387,1039,584]
clause-item [570,706,1039,719]
clause-item [78,595,547,620]
terms-section [570,902,1039,1049]
clause-text: EURO-Paletten werden zum Preis von 10,00 EUR/Stück berechnet, falls bei der Beladung kein Austausch erfolgt. [1686,743,2141,766]
clause-marker: b. [1672,743,1681,754]
section-heading: 2. BESTELLUNGEN: [1672,608,1768,619]
clause-marker: a. [1177,1012,1185,1024]
section-heading: 6. CLAIMS: [570,1049,623,1060]
clause-marker: c. [1177,1098,1185,1109]
